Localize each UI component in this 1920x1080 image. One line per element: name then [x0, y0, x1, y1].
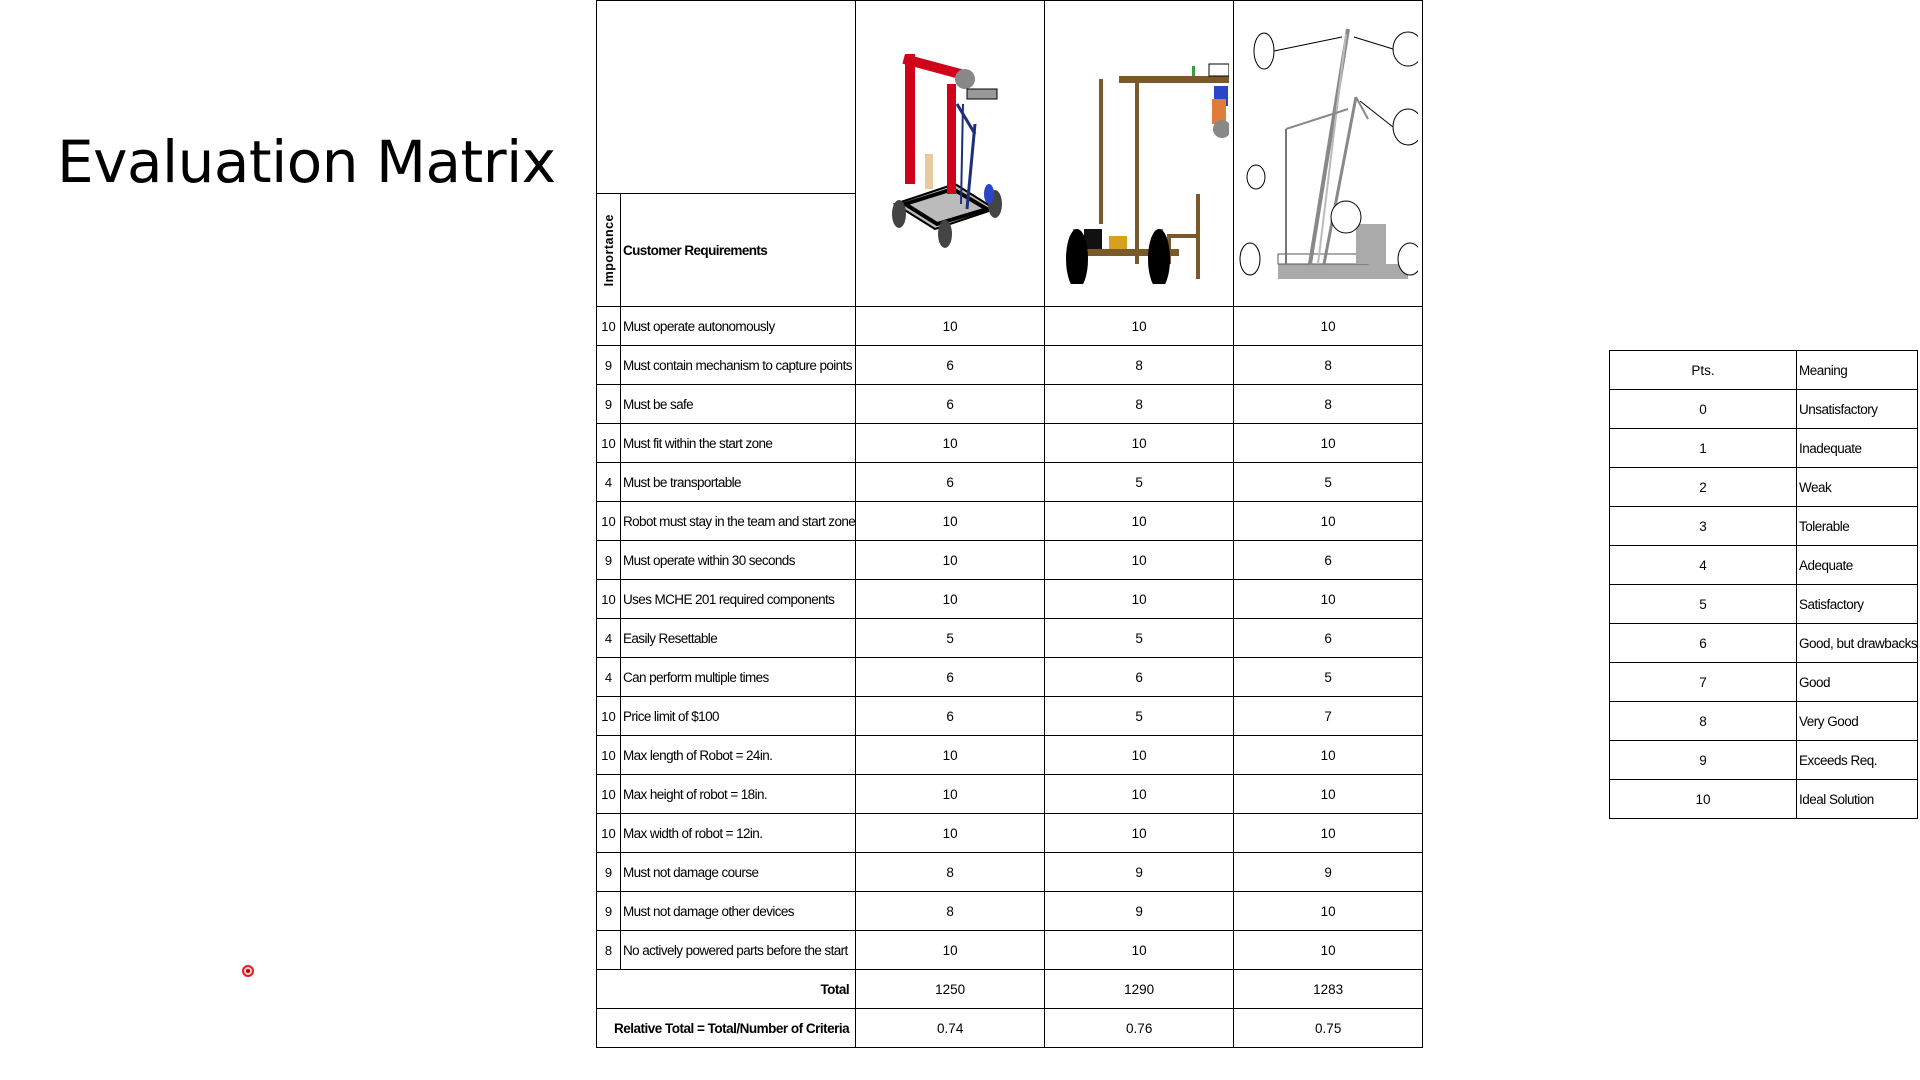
customer-requirements-header: Customer Requirements [621, 194, 856, 307]
legend-pts-cell: 5 [1610, 585, 1797, 624]
legend-meaning-cell: Very Good [1797, 702, 1918, 741]
requirement-cell: Must not damage other devices [621, 892, 856, 931]
score-cell: 8 [1234, 346, 1423, 385]
importance-cell: 10 [597, 814, 621, 853]
importance-cell: 10 [597, 736, 621, 775]
score-cell: 10 [1234, 775, 1423, 814]
score-cell: 10 [1234, 502, 1423, 541]
score-cell: 10 [1234, 424, 1423, 463]
points-legend-table [1609, 350, 1918, 819]
legend-header-row [1610, 351, 1918, 390]
score-cell: 6 [856, 463, 1045, 502]
score-cell: 10 [1045, 307, 1234, 346]
legend-row [1610, 546, 1918, 585]
requirement-cell: Max width of robot = 12in. [621, 814, 856, 853]
importance-header [597, 194, 621, 307]
legend-row [1610, 663, 1918, 702]
legend-meaning-cell: Satisfactory [1797, 585, 1918, 624]
score-cell: 6 [856, 346, 1045, 385]
legend-meaning-cell: Good [1797, 663, 1918, 702]
requirement-cell: Uses MCHE 201 required components [621, 580, 856, 619]
legend-pts-cell: 3 [1610, 507, 1797, 546]
table-row [597, 307, 1423, 346]
table-row [597, 931, 1423, 970]
legend-row [1610, 429, 1918, 468]
legend-pts-cell: 10 [1610, 780, 1797, 819]
requirement-cell: Must fit within the start zone [621, 424, 856, 463]
requirement-cell: Price limit of $100 [621, 697, 856, 736]
score-cell: 6 [1045, 658, 1234, 697]
relative-total-row-value: 0.76 [1045, 1009, 1234, 1048]
legend-row [1610, 780, 1918, 819]
score-cell: 5 [856, 619, 1045, 658]
score-cell: 5 [1234, 463, 1423, 502]
legend-row [1610, 390, 1918, 429]
table-row [597, 736, 1423, 775]
score-cell: 10 [1045, 502, 1234, 541]
score-cell: 10 [856, 502, 1045, 541]
total-row-value: 1283 [1234, 970, 1423, 1009]
importance-cell: 10 [597, 697, 621, 736]
total-row-value: 1250 [856, 970, 1045, 1009]
table-row [597, 814, 1423, 853]
importance-cell: 9 [597, 385, 621, 424]
cursor-indicator [242, 965, 254, 977]
requirement-cell: Must be safe [621, 385, 856, 424]
score-cell: 10 [856, 775, 1045, 814]
requirement-cell: Must operate autonomously [621, 307, 856, 346]
table-row [597, 541, 1423, 580]
score-cell: 10 [856, 307, 1045, 346]
legend-meaning-header: Meaning [1797, 351, 1918, 390]
legend-row [1610, 507, 1918, 546]
concept-1-image [856, 1, 1045, 307]
importance-header-label: Importance [601, 213, 616, 287]
score-cell: 10 [856, 931, 1045, 970]
importance-cell: 10 [597, 502, 621, 541]
score-cell: 10 [1234, 736, 1423, 775]
requirement-cell: Must operate within 30 seconds [621, 541, 856, 580]
score-cell: 10 [856, 814, 1045, 853]
legend-pts-cell: 8 [1610, 702, 1797, 741]
table-row [597, 775, 1423, 814]
legend-meaning-cell: Adequate [1797, 546, 1918, 585]
requirement-cell: Max length of Robot = 24in. [621, 736, 856, 775]
robot-concept-3-sketch-icon [1238, 9, 1418, 299]
score-cell: 9 [1234, 853, 1423, 892]
total-row-label: Total [597, 970, 856, 1009]
legend-row [1610, 624, 1918, 663]
score-cell: 10 [1045, 736, 1234, 775]
relative-total-row-label: Relative Total = Total/Number of Criteria [597, 1009, 856, 1048]
legend-row [1610, 741, 1918, 780]
score-cell: 10 [1045, 931, 1234, 970]
score-cell: 10 [1045, 424, 1234, 463]
matrix-header-row [597, 1, 1423, 194]
legend-meaning-cell: Inadequate [1797, 429, 1918, 468]
table-row [597, 619, 1423, 658]
legend-meaning-cell: Unsatisfactory [1797, 390, 1918, 429]
importance-cell: 10 [597, 307, 621, 346]
table-row [597, 502, 1423, 541]
table-row [597, 892, 1423, 931]
table-row [597, 697, 1423, 736]
score-cell: 5 [1045, 619, 1234, 658]
score-cell: 10 [1045, 580, 1234, 619]
requirement-cell: Max height of robot = 18in. [621, 775, 856, 814]
score-cell: 10 [856, 541, 1045, 580]
score-cell: 8 [1234, 385, 1423, 424]
importance-cell: 10 [597, 775, 621, 814]
requirement-cell: No actively powered parts before the start [621, 931, 856, 970]
score-cell: 10 [1045, 541, 1234, 580]
robot-concept-1-sketch-icon [875, 34, 1025, 274]
legend-row [1610, 702, 1918, 741]
requirement-cell: Can perform multiple times [621, 658, 856, 697]
importance-cell: 9 [597, 853, 621, 892]
total-row [597, 970, 1423, 1009]
legend-pts-cell: 6 [1610, 624, 1797, 663]
score-cell: 8 [856, 892, 1045, 931]
table-row [597, 346, 1423, 385]
legend-meaning-cell: Good, but drawbacks [1797, 624, 1918, 663]
score-cell: 10 [1045, 775, 1234, 814]
score-cell: 6 [856, 697, 1045, 736]
score-cell: 8 [1045, 385, 1234, 424]
matrix-corner-cell [597, 1, 856, 194]
importance-cell: 8 [597, 931, 621, 970]
score-cell: 10 [1234, 307, 1423, 346]
relative-total-row-value: 0.75 [1234, 1009, 1423, 1048]
score-cell: 7 [1234, 697, 1423, 736]
legend-pts-cell: 1 [1610, 429, 1797, 468]
score-cell: 9 [1045, 892, 1234, 931]
score-cell: 10 [856, 736, 1045, 775]
importance-cell: 4 [597, 619, 621, 658]
concept-2-image [1045, 1, 1234, 307]
score-cell: 10 [1234, 814, 1423, 853]
table-row [597, 658, 1423, 697]
evaluation-matrix-table [596, 0, 1423, 1048]
importance-cell: 9 [597, 892, 621, 931]
legend-pts-cell: 7 [1610, 663, 1797, 702]
score-cell: 5 [1045, 463, 1234, 502]
legend-pts-cell: 2 [1610, 468, 1797, 507]
legend-meaning-cell: Exceeds Req. [1797, 741, 1918, 780]
score-cell: 6 [856, 658, 1045, 697]
table-row [597, 463, 1423, 502]
score-cell: 6 [856, 385, 1045, 424]
legend-meaning-cell: Weak [1797, 468, 1918, 507]
score-cell: 10 [1045, 814, 1234, 853]
legend-pts-cell: 9 [1610, 741, 1797, 780]
score-cell: 10 [1234, 580, 1423, 619]
legend-meaning-cell: Ideal Solution [1797, 780, 1918, 819]
importance-cell: 10 [597, 580, 621, 619]
robot-concept-2-sketch-icon [1049, 24, 1229, 284]
relative-total-row [597, 1009, 1423, 1048]
importance-cell: 9 [597, 346, 621, 385]
importance-cell: 9 [597, 541, 621, 580]
legend-pts-cell: 4 [1610, 546, 1797, 585]
score-cell: 10 [856, 424, 1045, 463]
table-row [597, 853, 1423, 892]
legend-meaning-cell: Tolerable [1797, 507, 1918, 546]
importance-cell: 4 [597, 463, 621, 502]
score-cell: 10 [856, 580, 1045, 619]
concept-3-image [1234, 1, 1423, 307]
requirement-cell: Must be transportable [621, 463, 856, 502]
score-cell: 9 [1045, 853, 1234, 892]
requirement-cell: Robot must stay in the team and start zone [621, 502, 856, 541]
requirement-cell: Must not damage course [621, 853, 856, 892]
score-cell: 8 [856, 853, 1045, 892]
total-row-value: 1290 [1045, 970, 1234, 1009]
score-cell: 6 [1234, 541, 1423, 580]
table-row [597, 385, 1423, 424]
importance-cell: 4 [597, 658, 621, 697]
requirement-cell: Easily Resettable [621, 619, 856, 658]
score-cell: 6 [1234, 619, 1423, 658]
legend-row [1610, 468, 1918, 507]
legend-pts-header: Pts. [1610, 351, 1797, 390]
table-row [597, 424, 1423, 463]
relative-total-row-value: 0.74 [856, 1009, 1045, 1048]
requirement-cell: Must contain mechanism to capture points [621, 346, 856, 385]
score-cell: 8 [1045, 346, 1234, 385]
score-cell: 5 [1234, 658, 1423, 697]
legend-row [1610, 585, 1918, 624]
score-cell: 5 [1045, 697, 1234, 736]
score-cell: 10 [1234, 931, 1423, 970]
score-cell: 10 [1234, 892, 1423, 931]
legend-pts-cell: 0 [1610, 390, 1797, 429]
importance-cell: 10 [597, 424, 621, 463]
page-title: Evaluation Matrix [57, 128, 556, 196]
table-row [597, 580, 1423, 619]
